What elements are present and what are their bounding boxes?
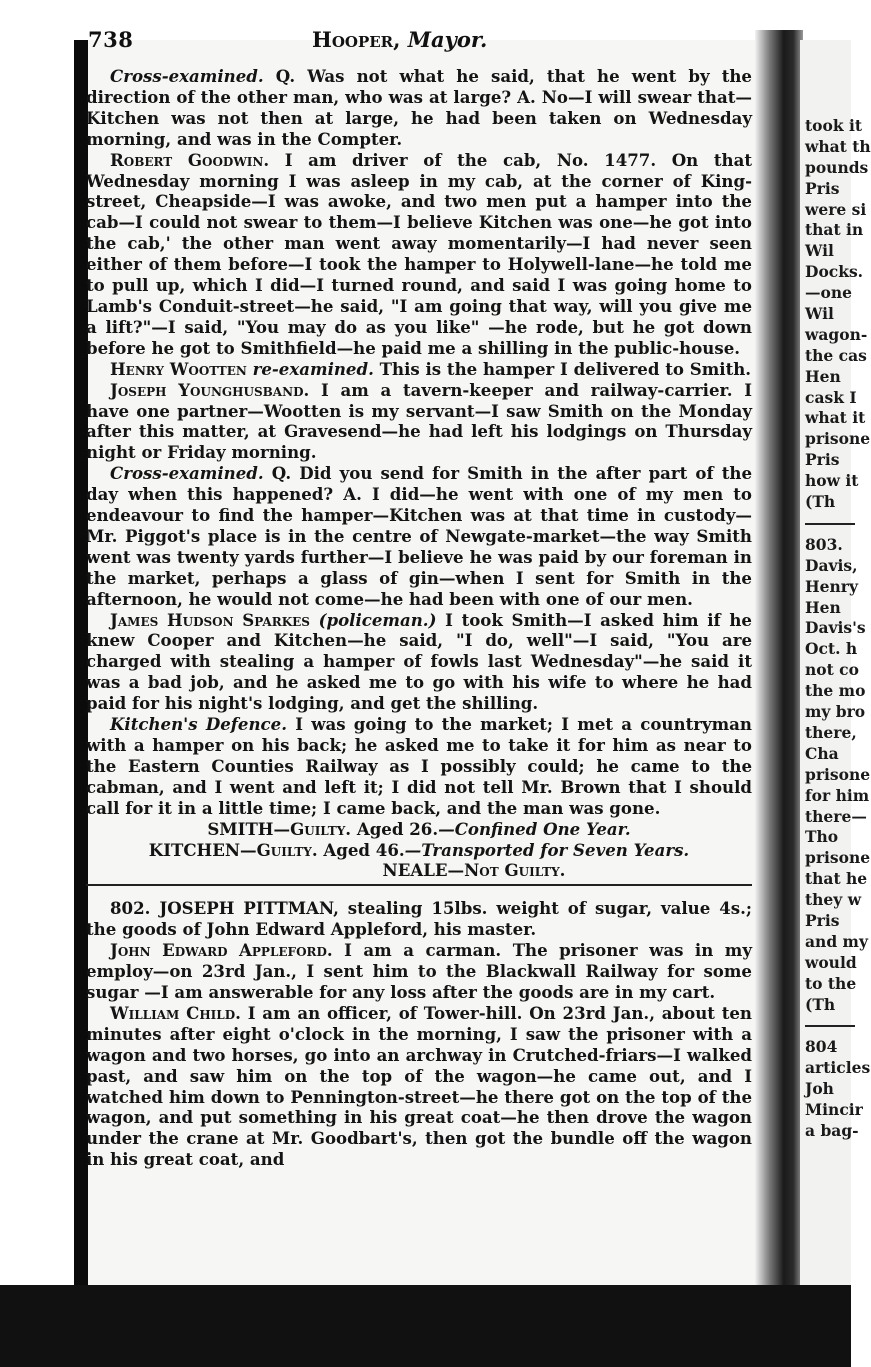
right-page-divider: [805, 1025, 855, 1027]
right-page-line: what it: [805, 408, 866, 428]
right-page-divider: [805, 523, 855, 525]
right-page-line: to the: [805, 973, 857, 993]
body-text: [86, 66, 752, 1170]
right-page-line: took it: [805, 116, 863, 135]
right-page-line: Docks.: [805, 262, 864, 282]
right-page-line: prisone: [805, 848, 871, 868]
right-page-line: cask I: [805, 387, 857, 407]
right-page-line: Joh: [805, 1079, 834, 1099]
verdict-neale: NEALE—Not Guilty.: [382, 860, 566, 881]
right-page-line: the cas: [805, 345, 867, 365]
right-page-line: and my: [805, 931, 868, 951]
paragraph-william-child: William Child. I am an officer, of Tower-hill. On 23rd Jan., about ten minutes after eight o'clock in the morning, I saw the prisoner with a wagon and two horses, go into an archway in Crutched-friars—I walked past, and saw him on the top of the wagon—he came out, and I watched him down to Pennington-street—he there got on the top of the wagon, and put something in his great coat—he then drove the wagon under the crane at Mr. Goodbart's, then got the bundle off the wagon in his great coat, and: [86, 1002, 752, 1170]
right-page-line: Wil: [805, 304, 834, 324]
section-divider: [86, 884, 752, 886]
right-page-line: (Th: [805, 492, 836, 512]
running-head-title: Mayor.: [407, 27, 488, 52]
right-page-line: my bro: [805, 702, 866, 722]
right-page: [800, 40, 871, 1290]
right-page-line: prisone: [805, 429, 871, 449]
right-page-line: pounds: [805, 157, 869, 177]
right-page-line: Davis,: [805, 555, 858, 575]
right-page-line: —one: [805, 283, 852, 303]
right-page-line: the mo: [805, 681, 866, 701]
right-page-line: Pris: [805, 910, 840, 930]
paragraph-cross-examination-1: Cross-examined. Q. Was not what he said, that he went by the direction of the other man, who was at large? A. No—I will swear that—Kitchen was not then at large, he had been taken on Wednesday morning, and was in the Compter.: [86, 66, 752, 149]
right-page-line: wagon-: [805, 324, 868, 344]
verdict-smith: SMITH—Guilty. Aged 26.—Confined One Year.: [207, 818, 631, 839]
right-page-line: Tho: [805, 827, 839, 847]
paragraph-john-edward-appleford: John Edward Appleford. I am a carman. The prisoner was in my employ—on 23rd Jan., I sent him to the Blackwall Railway for some sugar —I am answerable for any loss after the goods are in my cart.: [86, 940, 752, 1002]
right-page-line: prisone: [805, 764, 871, 784]
right-page-line: 804: [805, 1037, 838, 1057]
right-page-line: for him: [805, 785, 870, 805]
right-page-line: they w: [805, 890, 862, 910]
book-gutter: [755, 30, 803, 1290]
paragraph-joseph-younghusband: Joseph Younghusband. I am a tavern-keeper and railway-carrier. I have one partner—Wootten is my servant—I saw Smith on the Monday after this matter, at Gravesend—he had left his lodgings on Thursday night or Friday morning.: [86, 379, 753, 463]
paragraph-james-hudson-sparkes: James Hudson Sparkes (policeman.) I took Smith—I asked him if he knew Cooper and Kitchen—he said, "I do, well"—I said, "You are charged with stealing a hamper of fowls last Wednesday"—he said it was a bad job, and he asked me to go with his wife to where he had paid for his night's lodging, and get the shilling.: [86, 609, 752, 714]
right-page-line: Davis's: [805, 618, 866, 638]
right-page-line: not co: [805, 660, 859, 680]
paragraph-henry-wootten: Henry Wootten re-examined. This is the hamper I delivered to Smith.: [110, 358, 752, 379]
right-page-line: Henry: [805, 576, 858, 596]
verdict-kitchen: KITCHEN—Guilty. Aged 46.—Transported for Seven Years.: [148, 839, 690, 860]
right-page-line: Wil: [805, 241, 834, 261]
paragraph-kitchens-defence: Kitchen's Defence. I was going to the market; I met a countryman with a hamper on his back; he asked me to take it for him as near to the Eastern Counties Railway as I possibly could; he came to the cabman, and I went and left it; I did not tell Mr. Brown that I should call for it in a little time; I came back, and the man was gone.: [86, 714, 752, 818]
paragraph-robert-goodwin: Robert Goodwin. I am driver of the cab, No. 1477. On that Wednesday morning I was asleep in my cab, at the corner of King-street, Cheapside—I was awoke, and two men put a hamper into the cab—I could not swear to them—I believe Kitchen was one—he got into the cab,' the other man went away momentarily—I had never seen either of them before—I took the hamper to Holywell-lane—he told me to pull up, which I did—I turned round, and said I was going home to Lamb's Conduit-street—he said, "I am going that way, will you give me a lift?"—I said, "You may do as you like" —he rode, but he got down before he got to Smithfield—he paid me a shilling in the public-house.: [86, 149, 752, 358]
right-page-line: Hen: [805, 597, 841, 617]
right-page-line: there,: [805, 722, 857, 742]
right-page-line: articles: [805, 1058, 871, 1078]
right-page-line: Hen: [805, 366, 841, 386]
right-page-line: Pris: [805, 450, 840, 470]
right-page-line: a bag-: [805, 1120, 859, 1140]
right-page-line: there—: [805, 806, 867, 826]
page-number: 738: [88, 27, 134, 52]
case-802-heading: 802. JOSEPH PITTMAN, stealing 15lbs. weight of sugar, value 4s.; the goods of John Edward Appleford, his master.: [86, 898, 752, 940]
right-page-line: were si: [805, 199, 867, 219]
right-page-line: Pris: [805, 178, 840, 198]
scan-bottom-edge: [0, 1285, 851, 1367]
right-page-line: that he: [805, 869, 868, 889]
paragraph-cross-examination-2: Cross-examined. Q. Did you send for Smith in the after part of the day when this happened? A. I did—he went with one of my men to endeavour to find the hamper—Kitchen was at that time in custody—Mr. Piggot's place is in the centre of Newgate-market—the way Smith went was twenty yards further—I believe he was paid by our foreman in the market, perhaps a glass of gin—when I sent for Smith in the afternoon, he would not come—he had been with one of our men.: [86, 463, 752, 609]
right-page-line: (Th: [805, 994, 836, 1014]
right-page-line: would: [805, 952, 857, 972]
right-page-line: that in: [805, 220, 864, 240]
right-page-line: Mincir: [805, 1100, 863, 1120]
right-page-line: Oct. h: [805, 639, 858, 659]
right-page-fragments: [805, 116, 871, 1142]
running-head: [312, 27, 487, 52]
right-page-line: 803.: [805, 534, 843, 554]
right-page-line: how it: [805, 471, 859, 491]
running-head-name: Hooper,: [312, 27, 401, 52]
right-page-line: what th: [805, 136, 871, 156]
right-page-line: Cha: [805, 743, 839, 763]
